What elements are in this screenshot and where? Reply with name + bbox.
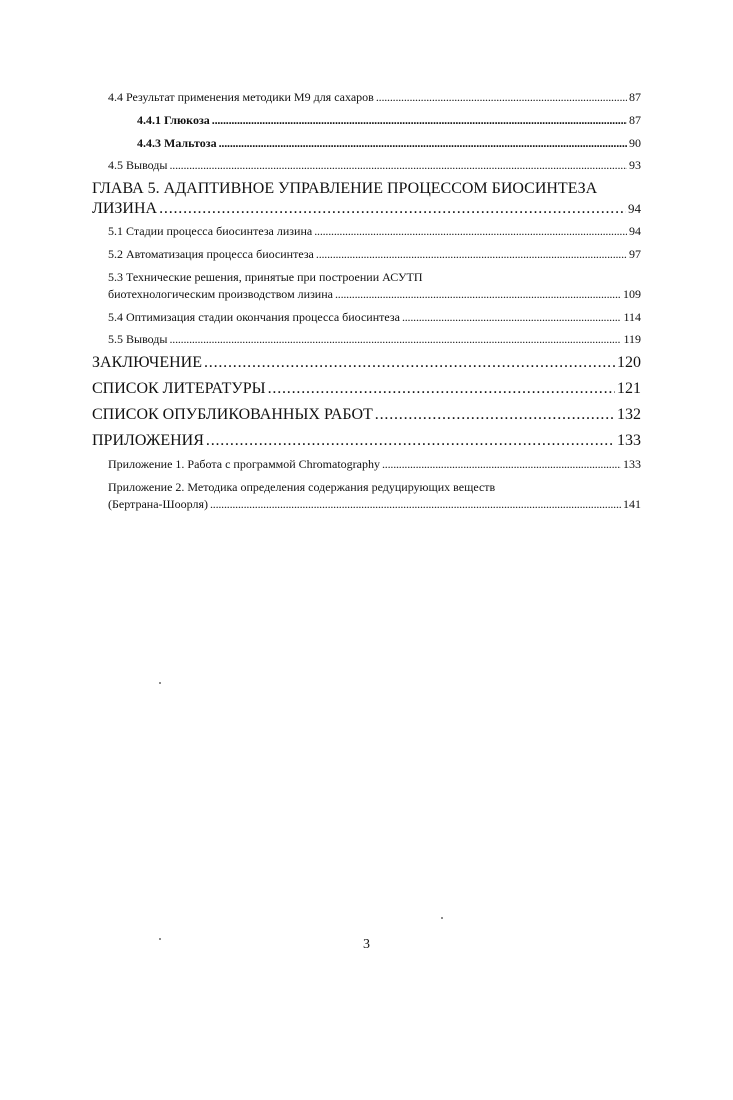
toc-entry-page: 90 [629,136,641,150]
dot-leader [376,90,627,105]
toc-entry [108,158,641,173]
toc-entry-title: 4.5 Выводы [108,158,168,172]
dot-leader [382,457,621,472]
toc-entry-title: 5.4 Оптимизация стадии окончания процесса биосинтеза [108,310,400,324]
toc-entry-title: Приложение 1. Работа с программой Chromatography [108,457,380,471]
toc-entry-title: ПРИЛОЖЕНИЯ [92,432,204,449]
toc-entry [92,406,641,424]
dot-leader [219,136,627,151]
toc-entry [92,432,641,450]
toc-entry [92,200,641,218]
toc-entry-page: 120 [617,354,641,371]
toc-entry-page: 93 [629,158,641,172]
toc-entry-title: 4.4.3 Мальтоза [137,136,217,150]
toc-entry [108,310,641,325]
dot-leader [375,406,615,424]
toc-entry [92,380,641,398]
toc-entry-title: СПИСОК ЛИТЕРАТУРЫ [92,380,266,397]
toc-entry [108,247,641,262]
toc-entry-title: ЛИЗИНА [92,200,158,217]
scan-speck [441,917,443,919]
toc-entry [137,136,641,151]
toc-entry-title: биотехнологическим производством лизина [108,287,333,301]
dot-leader [169,158,627,173]
dot-leader [206,432,615,450]
toc-entry-title: ЗАКЛЮЧЕНИЕ [92,354,202,371]
toc-entry-page: 94 [628,201,641,216]
toc-entry-title: 4.4.1 Глюкоза [137,113,210,127]
dot-leader [210,497,621,512]
toc-entry-title: 5.2 Автоматизация процесса биосинтеза [108,247,314,261]
toc-entry [108,457,641,472]
toc-entry-page: 87 [629,113,641,127]
chapter-heading-line: ГЛАВА 5. АДАПТИВНОЕ УПРАВЛЕНИЕ ПРОЦЕССОМ БИОСИНТЕЗА [92,180,598,197]
toc-entry [108,287,641,302]
toc-entry [108,332,641,347]
dot-leader [314,224,627,239]
toc-entry-first-line: Приложение 2. Методика определения содержания редуцирующих веществ [108,480,496,494]
toc-entry-page: 141 [623,497,641,511]
toc-entry [108,90,641,105]
toc-entry-title: (Бертрана-Шоорля) [108,497,208,511]
toc-entry-page: 97 [629,247,641,261]
toc-entry-page: 119 [623,332,641,346]
toc-entry [108,497,641,512]
toc-entry-page: 133 [623,457,641,471]
page-number: 3 [363,937,370,952]
toc-entry-page: 94 [629,224,641,238]
dot-leader [335,287,621,302]
toc-entry-first-line: 5.3 Технические решения, принятые при построении АСУТП [108,270,423,284]
dot-leader [402,310,622,325]
toc-entry-page: 133 [617,432,641,449]
toc-entry-title: 4.4 Результат применения методики М9 для сахаров [108,90,374,104]
dot-leader [159,200,626,218]
toc-entry-page: 109 [623,287,641,301]
toc-entry-page: 132 [617,406,641,423]
toc-entry-title: 5.5 Выводы [108,332,168,346]
toc-entry-page: 121 [617,380,641,397]
toc-entry [108,224,641,239]
dot-leader [316,247,627,262]
toc-entry [92,354,641,372]
toc-entry [137,113,641,128]
toc-entry-title: СПИСОК ОПУБЛИКОВАННЫХ РАБОТ [92,406,373,423]
toc-entry-page: 114 [623,310,641,324]
scan-speck [159,682,161,684]
dot-leader [268,380,615,398]
dot-leader [212,113,627,128]
dot-leader [204,354,615,372]
toc-entry-page: 87 [629,90,641,104]
dot-leader [169,332,621,347]
toc-entry-title: 5.1 Стадии процесса биосинтеза лизина [108,224,313,238]
